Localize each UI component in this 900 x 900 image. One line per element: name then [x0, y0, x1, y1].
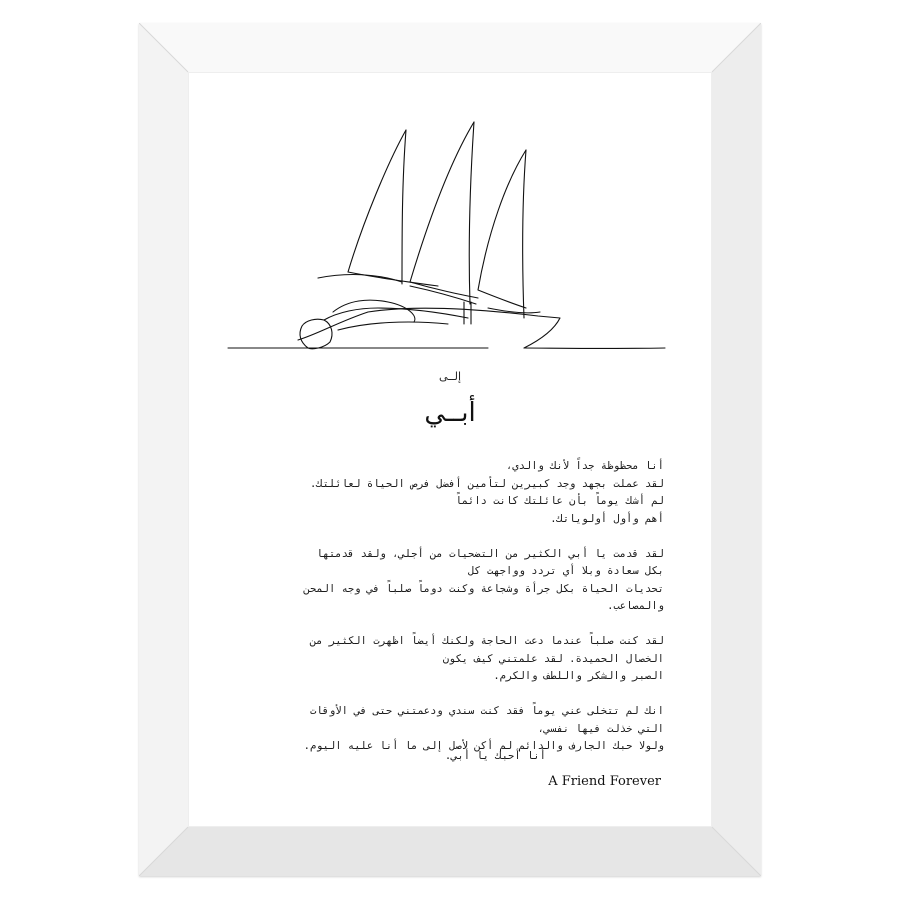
poem-line: تحديات الحياة بكل جرأة وشجاعة وكنت دوماً صلباً في وجه المحن — [303, 582, 664, 595]
poem-line: لقد عملت بجهد وجد كبيرين لتأمين أفضل فرص الحياة لعائلتك. — [309, 477, 664, 490]
poem-line: انك لم تتخلى عني يوماً فقد كنت سندي ودعمتني حتى في الأوقات — [309, 705, 664, 717]
poem-line: أنا محظوظة جداً لأنك والدي، — [505, 460, 664, 472]
poem-line: بكل سعادة وبلا أي تردد وواجهت كل — [468, 565, 664, 577]
poem-line: أهم وأول أولوياتك. — [550, 512, 664, 525]
signature-text: A Friend Forever — [548, 774, 661, 789]
poem-line: ولولا حبك الجارف والدائم لم أكن لأصل إلى ما أنا عليه اليوم. — [303, 740, 664, 752]
art-print — [188, 72, 712, 827]
poem-stanza — [238, 703, 664, 756]
dedication-to-label: إلــى — [438, 370, 462, 383]
poem-line: والمصاعب. — [607, 600, 664, 612]
poem-line: التي خذلت فيها نفسي، — [537, 722, 664, 735]
poem-stanza — [238, 546, 664, 616]
poem-line: لم أشك يوماً بأن عائلتك كانت دائماً — [455, 495, 664, 507]
poem-line: الخصال الحميدة. لقد علمتني كيف يكون — [442, 652, 664, 665]
poem-line: لقد كنت صلباً عندما دعت الحاجة ولكنك أيضاً اظهرت الكثير من — [309, 635, 664, 647]
poem-line: لقد قدمت يا أبي الكثير من التضحيات من أجلي، ولقد قدمتها — [316, 547, 664, 560]
poem-text — [238, 458, 664, 773]
poem-stanza — [238, 633, 664, 686]
poem-stanza — [238, 458, 664, 528]
poem-line: الصبر والشكر واللطف والكرم. — [493, 670, 664, 682]
sailboat-line-art — [188, 72, 712, 372]
poem-closing-line: أنا أحبك يا أبي. — [444, 750, 546, 762]
dedication-recipient: أبــي — [424, 398, 476, 428]
